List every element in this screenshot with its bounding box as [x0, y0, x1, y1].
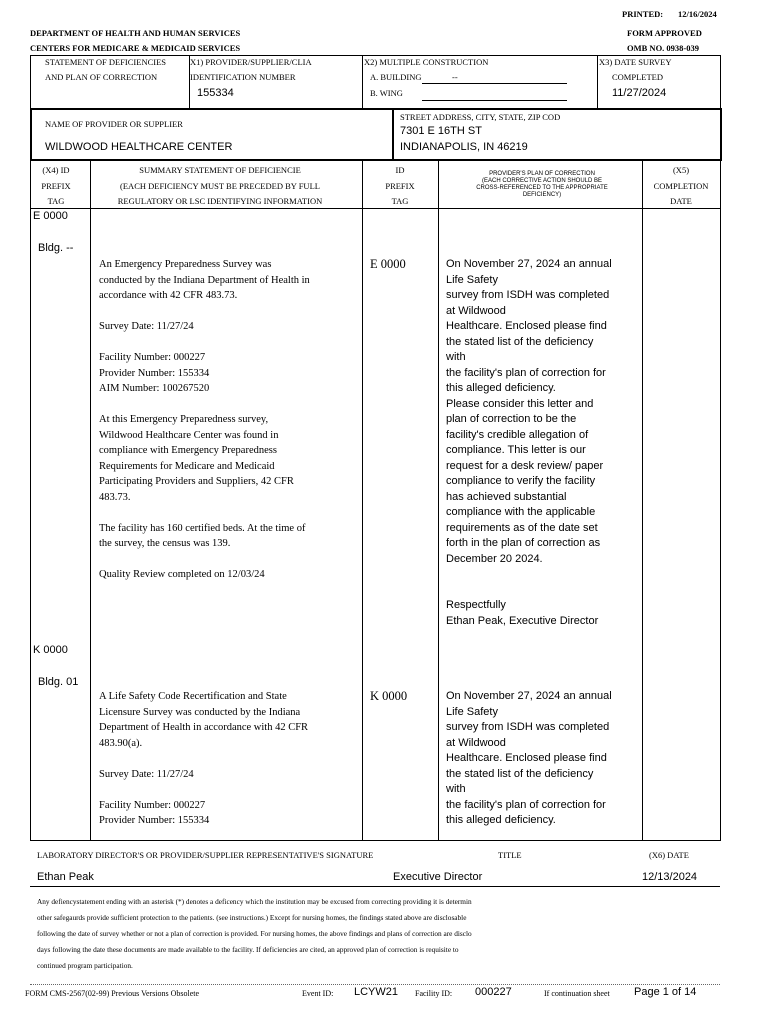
x6-date-label: (X6) DATE: [649, 850, 689, 860]
k-summary-para-2: Survey Date: 11/27/24: [99, 768, 194, 780]
k-tag: K 0000: [33, 644, 68, 656]
x4-tag-label: TAG: [47, 196, 65, 206]
x4-id-label: (X4) ID: [42, 165, 70, 175]
k-summary-para-1: A Life Safety Code Recertification and State Licensure Survey was conducted by the Indiana Department of Health in accordance with 42 CFR 483.90(a).: [99, 691, 309, 749]
plan-header: PROVIDER'S PLAN OF CORRECTION (EACH CORRECTIVE ACTION SHOULD BE CROSS-REFERENCED TO THE APPROPRIATE DEFICIENCY): [476, 171, 608, 198]
id-label: ID: [395, 165, 405, 175]
signature-label: LABORATORY DIRECTOR'S OR PROVIDER/SUPPLIER REPRESENTATIVE'S SIGNATURE: [37, 850, 374, 860]
date-label: DATE: [670, 196, 692, 206]
e-id-tag: E 0000: [370, 257, 406, 271]
e-summary: [99, 257, 357, 598]
page-number: Page 1 of 14: [634, 986, 697, 998]
form-approved: FORM APPROVED: [627, 28, 702, 38]
k-summary-para-3: Facility Number: 000227 Provider Number: 155334: [99, 799, 210, 826]
building-value: --: [452, 72, 458, 82]
x1-label: X1) PROVIDER/SUPPLIER/CLIA: [190, 57, 312, 67]
k-bldg: Bldg. 01: [38, 676, 79, 688]
provider-name-label: NAME OF PROVIDER OR SUPPLIER: [45, 119, 183, 129]
e-summary-para-5: The facility has 160 certified beds. At the time of the survey, the census was 139.: [99, 522, 306, 549]
x4-prefix-label: PREFIX: [41, 181, 71, 191]
e-bldg: Bldg. --: [38, 242, 74, 254]
address-line-2: INDIANAPOLIS, IN 46219: [400, 141, 528, 153]
k-plan: On November 27, 2024 an annual Life Safety survey from ISDH was completed at Wildwood Healthcare. Enclosed please find the stated list of the deficiency with the facility's plan of correction for this alleged deficiency.: [446, 690, 612, 826]
k-id-tag: K 0000: [370, 689, 408, 703]
id-prefix-label: PREFIX: [385, 181, 415, 191]
facility-id-label: Facility ID:: [415, 989, 453, 998]
summary-subheader: (EACH DEFICIENCY MUST BE PRECEDED BY FULL: [120, 181, 320, 191]
x2-label: X2) MULTIPLE CONSTRUCTION: [364, 57, 489, 67]
e-summary-para-3: Facility Number: 000227 Provider Number: 155334 AIM Number: 100267520: [99, 352, 210, 394]
e-summary-para-4: At this Emergency Preparedness survey, Wildwood Healthcare Center was found in compliance with Emergency Preparedness Requirements for Medicare and Medicaid Participating Providers and Suppliers, 42 CFR 483.73.: [99, 414, 294, 503]
wing-label: B. WING: [370, 88, 403, 98]
printed-label: PRINTED:: [622, 9, 664, 19]
department-title: DEPARTMENT OF HEALTH AND HUMAN SERVICES: [30, 28, 241, 38]
printed-date: 12/16/2024: [678, 9, 717, 19]
e-summary-para-2: Survey Date: 11/27/24: [99, 321, 194, 332]
e-summary-para-6: Quality Review completed on 12/03/24: [99, 569, 265, 580]
e-summary-para-1: An Emergency Preparedness Survey was conducted by the Indiana Department of Health in accordance with 42 CFR 483.73.: [99, 259, 310, 301]
continuation-label: If continuation sheet: [544, 989, 610, 998]
e-plan: On November 27, 2024 an annual Life Safety survey from ISDH was completed at Wildwood Healthcare. Enclosed please find the stated list of the deficiency with the facility's plan of correction for this alleged deficiency. Please consider this letter and plan of correction to be the facility's credible allegation of compliance. This letter is our request for a desk review/ paper compliance to verify the facility has achieved substantial compliance with the applicable requirements as of the date set forth in the plan of correction as December 20 2024.: [446, 258, 612, 565]
signer-title: Executive Director: [393, 871, 483, 883]
x1-sublabel: IDENTIFICATION NUMBER: [190, 72, 296, 82]
signer-name: Ethan Peak: [37, 871, 94, 883]
omb-number: OMB NO. 0938-039: [627, 43, 700, 53]
statement-label: STATEMENT OF DEFICIENCIES: [45, 57, 167, 67]
plan-label: AND PLAN OF CORRECTION: [45, 72, 158, 82]
top-box-border: [30, 55, 720, 56]
building-label: A. BUILDING: [370, 72, 422, 82]
address-line-1: 7301 E 16TH ST: [400, 125, 482, 137]
provider-name: WILDWOOD HEALTHCARE CENTER: [45, 141, 233, 153]
survey-completed-date: 11/27/2024: [612, 87, 667, 99]
x3-sublabel: COMPLETED: [612, 72, 663, 82]
e-tag: E 0000: [33, 210, 68, 222]
centers-title: CENTERS FOR MEDICARE & MEDICAID SERVICES: [30, 43, 241, 53]
x3-label: X3) DATE SURVEY: [599, 57, 672, 67]
e-plan-closing: Respectfully Ethan Peak, Executive Director: [446, 599, 599, 627]
facility-id-value: 000227: [475, 986, 512, 998]
event-id-label: Event ID:: [302, 989, 334, 998]
title-label: TITLE: [498, 850, 522, 860]
form-number: FORM CMS-2567(02-99) Previous Versions Obsolete: [25, 989, 200, 998]
signature-date: 12/13/2024: [642, 871, 698, 883]
disclaimer: Any defiencystatement ending with an asterisk (*) denotes a deficency which the institution may be excused from correcting providing it is determin other safegaurds provide sufficient protection to the patients. (see instructions.) Except for nursing homes, the findings stated above are disclosable following the date of survey whether or not a plan of correction is provided. For nursing homes, the above findings and plans of correction are disclo days following the date these documents are made available to the facility. If deficiencies are cited, an approved plan of correction is requisite to continued program participation.: [37, 897, 472, 970]
address-label: STREET ADDRESS, CITY, STATE, ZIP COD: [400, 112, 561, 122]
summary-header: SUMMARY STATEMENT OF DEFICIENCIE: [139, 165, 301, 175]
completion-label: COMPLETION: [653, 181, 709, 191]
x5-label: (X5): [672, 165, 690, 175]
provider-id-value: 155334: [197, 87, 234, 99]
event-id-value: LCYW21: [354, 986, 399, 998]
id-tag-label: TAG: [391, 196, 409, 206]
k-summary: [99, 689, 357, 844]
summary-subheader-2: REGULATORY OR LSC IDENTIFYING INFORMATION: [117, 196, 323, 206]
